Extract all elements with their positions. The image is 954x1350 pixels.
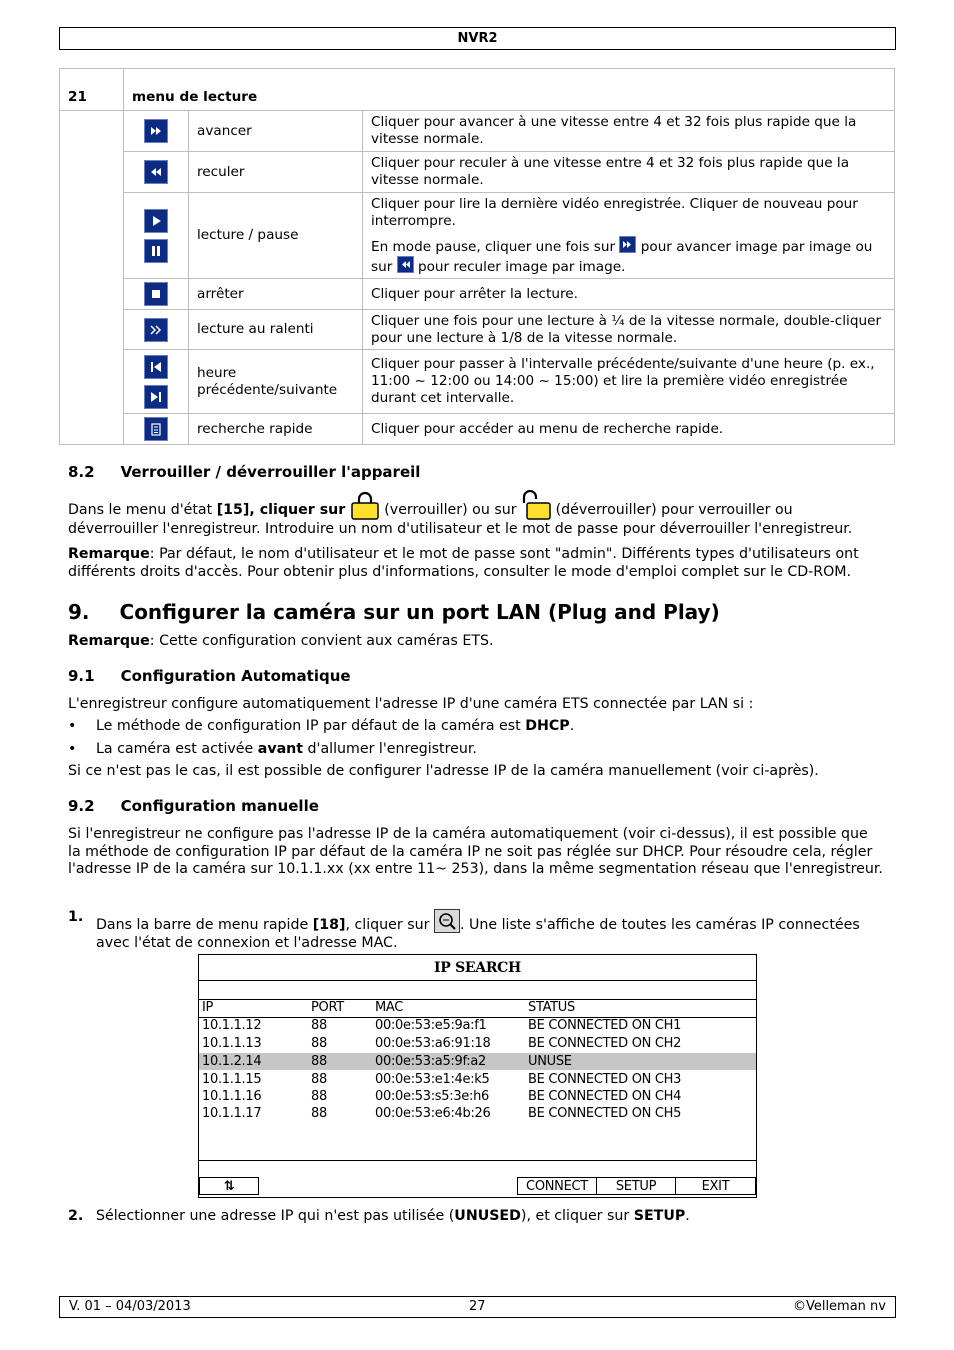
- table-row[interactable]: 10.1.1.13 88 00:0e:53:a6:91:18 BE CONNECTED ON CH2: [202, 1036, 682, 1051]
- bullet-item: • Le méthode de configuration IP par défaut de la caméra est DHCP.: [68, 718, 575, 734]
- row-desc: Cliquer pour arrêter la lecture.: [363, 279, 895, 310]
- row-label: recherche rapide: [189, 414, 363, 445]
- table-row-selected[interactable]: 10.1.2.14 88 00:0e:53:a5:9f:a2 UNUSE: [199, 1053, 756, 1070]
- copyright-text: ©Velleman nv: [792, 1299, 886, 1314]
- row-desc: Cliquer pour passer à l'intervalle précédente/suivante d'une heure (p. ex., 11:00 ~ 12:00 ou 14:00 ~ 15:00) et lire la première vidéo enregistrée durant cet intervalle.: [363, 350, 895, 414]
- page-header: [59, 27, 896, 50]
- step-item: 1. Dans la barre de menu rapide [18], cliquer sur . Une liste s'affiche de toutes les caméras IP connectées avec l'état de connexion et l'adresse MAC.: [68, 909, 860, 951]
- playback-menu-table: [59, 68, 895, 445]
- section-heading: 8.2 Verrouiller / déverrouiller l'appareil: [68, 463, 421, 481]
- slow-motion-icon: [144, 318, 168, 342]
- section-heading: 9.2 Configuration manuelle: [68, 797, 319, 815]
- chapter-heading: 9. Configurer la caméra sur un port LAN (Plug and Play): [68, 600, 720, 624]
- play-icon: [144, 209, 168, 233]
- fast-forward-icon: [619, 236, 636, 253]
- table-row[interactable]: 10.1.1.16 88 00:0e:53:s5:3e:h6 BE CONNECTED ON CH4: [202, 1089, 682, 1104]
- section-heading: 9.1 Configuration Automatique: [68, 667, 351, 685]
- table-row[interactable]: 10.1.1.12 88 00:0e:53:e5:9a:f1 BE CONNECTED ON CH1: [202, 1018, 682, 1033]
- row-desc: Cliquer pour avancer à une vitesse entre 4 et 32 fois plus rapide que la vitesse normale.: [363, 111, 895, 152]
- fast-forward-icon: [144, 119, 168, 143]
- stop-icon: [144, 282, 168, 306]
- step-item: 2. Sélectionner une adresse IP qui n'est pas utilisée (UNUSED), et cliquer sur SETUP.: [68, 1208, 690, 1224]
- version-text: V. 01 – 04/03/2013: [69, 1299, 191, 1314]
- window-title: IP SEARCH: [199, 955, 756, 981]
- row-desc: Cliquer pour accéder au menu de recherche rapide.: [363, 414, 895, 445]
- table-header: [199, 999, 756, 1018]
- previous-hour-icon: [144, 355, 168, 379]
- header-title: NVR2: [457, 31, 498, 46]
- lock-icon: [350, 490, 380, 520]
- row-desc: Cliquer une fois pour une lecture à ¼ de la vitesse normale, double-cliquer pour une lecture à 1/8 de la vitesse normale.: [363, 310, 895, 350]
- row-label: lecture au ralenti: [189, 310, 363, 350]
- row-desc: Cliquer pour lire la dernière vidéo enregistrée. Cliquer de nouveau pour interrompre.: [371, 195, 858, 229]
- pause-icon: [144, 239, 168, 263]
- table-row[interactable]: 10.1.1.15 88 00:0e:53:e1:4e:k5 BE CONNECTED ON CH3: [202, 1072, 682, 1087]
- quick-search-icon: [144, 417, 168, 441]
- table-number: 21: [60, 69, 124, 111]
- column-header: STATUS: [528, 1000, 575, 1015]
- paragraph-remark: Remarque: Cette configuration convient aux caméras ETS.: [68, 633, 494, 649]
- column-header: MAC: [375, 1000, 404, 1015]
- column-header: IP: [202, 1000, 214, 1015]
- connect-button[interactable]: CONNECT: [517, 1177, 597, 1195]
- row-desc-pause: En mode pause, cliquer une fois sur pour avancer image par image ou sur pour reculer image par image.: [371, 236, 886, 276]
- row-label: précédente/suivante: [197, 381, 338, 398]
- table-title: menu de lecture: [124, 69, 895, 111]
- page-footer: [59, 1296, 896, 1318]
- rewind-icon: [397, 256, 414, 273]
- next-hour-icon: [144, 385, 168, 409]
- setup-button[interactable]: SETUP: [596, 1177, 676, 1195]
- paragraph-outro: Si ce n'est pas le cas, il est possible de configurer l'adresse IP de la caméra manuellement (voir ci-après).: [68, 763, 819, 779]
- page-number: 27: [469, 1299, 486, 1314]
- row-label: heure: [197, 364, 237, 381]
- paragraph-lock: Dans le menu d'état [15], cliquer sur (verrouiller) ou sur (déverrouiller) pour verrouiller ou déverrouiller l'enregistreur. Introduire un nom d'utilisateur et le mot de passe pour déverrouiller l'enregistreur.: [68, 490, 883, 538]
- window-footer: [199, 1160, 756, 1198]
- refresh-button[interactable]: ⇅: [199, 1177, 259, 1195]
- paragraph-intro: Si l'enregistreur ne configure pas l'adresse IP de la caméra automatiquement (voir ci-dessus), il est possible que la méthode de configuration IP par défaut de la caméra IP ne soit pas réglée sur DHCP. Pour résoudre cela, régler l'adresse IP de la caméra sur 10.1.1.xx (xx entre 11~ 253), dans la même segmentation réseau que l'enregistreur.: [68, 826, 883, 877]
- ip-search-icon: [434, 909, 460, 933]
- row-desc: Cliquer pour reculer à une vitesse entre 4 et 32 fois plus rapide que la vitesse normale.: [363, 152, 895, 193]
- row-label: reculer: [189, 152, 363, 193]
- exit-button[interactable]: EXIT: [675, 1177, 756, 1195]
- column-header: PORT: [311, 1000, 344, 1015]
- paragraph-remark: Remarque: Par défaut, le nom d'utilisateur et le mot de passe sont "admin". Différents types d'utilisateurs ont différents droits d'accès. Pour obtenir plus d'informations, consulter le mode d'emploi complet sur le CD-ROM.: [68, 546, 859, 580]
- table-row[interactable]: 10.1.1.17 88 00:0e:53:e6:4b:26 BE CONNECTED ON CH5: [202, 1106, 682, 1121]
- row-label: lecture / pause: [189, 193, 363, 279]
- unlock-icon: [521, 490, 551, 520]
- bullet-item: • La caméra est activée avant d'allumer l'enregistreur.: [68, 741, 477, 757]
- paragraph-intro: L'enregistreur configure automatiquement l'adresse IP d'une caméra ETS connectée par LAN si :: [68, 696, 754, 712]
- rewind-icon: [144, 160, 168, 184]
- row-label: arrêter: [189, 279, 363, 310]
- row-label: avancer: [189, 111, 363, 152]
- ip-search-window: [198, 954, 757, 1198]
